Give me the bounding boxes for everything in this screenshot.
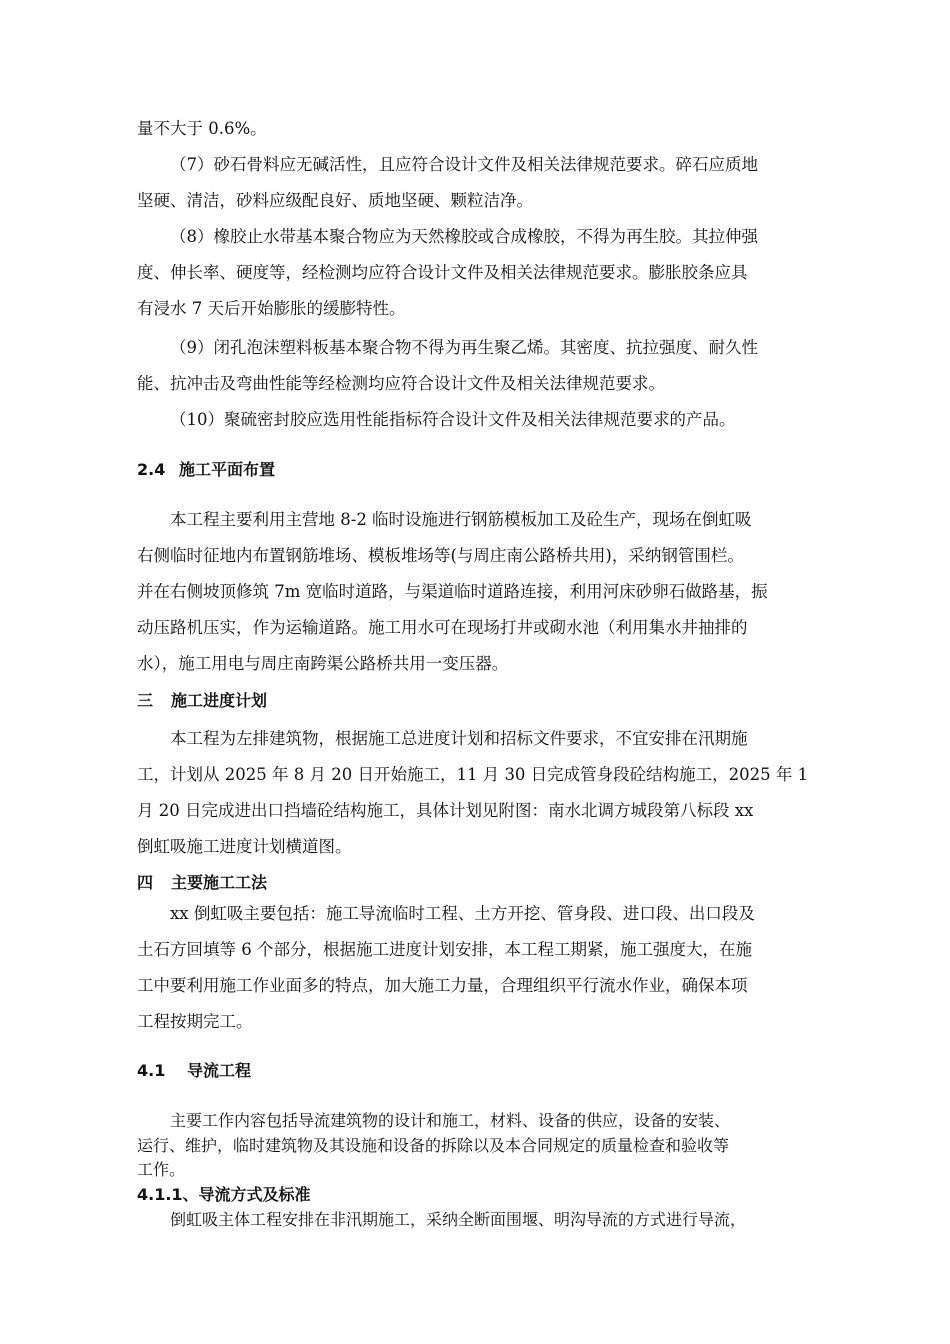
text-line: （9）闭孔泡沫塑料板基本聚合物不得为再生聚乙烯。其密度、抗拉强度、耐久性 bbox=[170, 338, 758, 357]
text-line: 动压路机压实，作为运输道路。施工用水可在现场打井或砌水池（利用集水井抽排的 bbox=[137, 618, 748, 637]
text-line: 倒虹吸主体工程安排在非汛期施工，采纳全断面围堰、明沟导流的方式进行导流， bbox=[170, 1210, 747, 1229]
text-line: 主要工作内容包括导流建筑物的设计和施工，材料、设备的供应，设备的安装、 bbox=[170, 1111, 731, 1130]
text-line: 倒虹吸施工进度计划横道图。 bbox=[137, 837, 352, 856]
text-line: 并在右侧坡顶修筑 7m 宽临时道路，与渠道临时道路连接，利用河床砂卵石做路基，振 bbox=[137, 582, 768, 601]
text-line: 水），施工用电与周庄南跨渠公路桥共用一变压器。 bbox=[137, 654, 509, 673]
section-heading-4-1-1: 4.1.1、导流方式及标准 bbox=[137, 1185, 311, 1204]
section-heading-4 bbox=[137, 870, 267, 893]
text-line: 月 20 日完成进出口挡墙砼结构施工，具体计划见附图：南水北调方城段第八标段 xx bbox=[137, 801, 754, 820]
text-line: 本工程为左排建筑物，根据施工总进度计划和招标文件要求，不宜安排在汛期施 bbox=[170, 729, 748, 748]
text-line: 工中要利用施工作业面多的特点，加大施工力量，合理组织平行流水作业，确保本项 bbox=[137, 976, 748, 995]
text-line: 量不大于 0.6%。 bbox=[137, 119, 267, 138]
text-line: 土石方回填等 6 个部分，根据施工进度计划安排，本工程工期紧，施工强度大，在施 bbox=[137, 940, 752, 959]
text-line: 工作。 bbox=[137, 1160, 186, 1179]
text-line: （10）聚硫密封胶应选用性能指标符合设计文件及相关法律规范要求的产品。 bbox=[170, 410, 736, 429]
text-line: 有浸水 7 天后开始膨胀的缓膨特性。 bbox=[137, 299, 406, 318]
section-title: 主要施工工法 bbox=[171, 873, 268, 892]
section-number: 4.1 bbox=[137, 1061, 166, 1080]
text-line: （8）橡胶止水带基本聚合物应为天然橡胶或合成橡胶，不得为再生胶。其拉伸强 bbox=[170, 227, 758, 246]
section-number: 2.4 bbox=[137, 460, 166, 479]
text-line: 本工程主要利用主营地 8-2 临时设施进行钢筋模板加工及砼生产，现场在倒虹吸 bbox=[170, 510, 752, 529]
text-line: 坚硬、清洁，砂料应级配良好、质地坚硬、颗粒洁净。 bbox=[137, 191, 533, 210]
section-heading-2-4 bbox=[137, 457, 275, 480]
section-heading-3 bbox=[137, 688, 267, 711]
section-number: 三 bbox=[137, 691, 154, 710]
text-line: 右侧临时征地内布置钢筋堆场、模板堆场等(与周庄南公路桥共用)，采纳钢管围栏。 bbox=[137, 546, 744, 565]
text-line: 度、伸长率、硬度等，经检测均应符合设计文件及相关法律规范要求。膨胀胶条应具 bbox=[137, 263, 748, 282]
text-line: 运行、维护，临时建筑物及其设施和设备的拆除以及本合同规定的质量检查和验收等 bbox=[137, 1136, 730, 1155]
text-line: 工，计划从 2025 年 8 月 20 日开始施工，11 月 30 日完成管身段砼结构施工，2025 年 1 bbox=[137, 765, 809, 784]
section-title: 导流工程 bbox=[187, 1061, 252, 1080]
section-heading-4-1 bbox=[137, 1058, 251, 1081]
section-title: 施工进度计划 bbox=[171, 691, 268, 710]
text-line: （7）砂石骨料应无碱活性，且应符合设计文件及相关法律规范要求。碎石应质地 bbox=[170, 155, 758, 174]
section-number: 四 bbox=[137, 873, 154, 892]
text-line: xx 倒虹吸主要包括：施工导流临时工程、土方开挖、管身段、进口段、出口段及 bbox=[170, 904, 755, 923]
text-line: 工程按期完工。 bbox=[137, 1012, 253, 1031]
text-line: 能、抗冲击及弯曲性能等经检测均应符合设计文件及相关法律规范要求。 bbox=[137, 374, 665, 393]
section-title: 施工平面布置 bbox=[179, 460, 276, 479]
